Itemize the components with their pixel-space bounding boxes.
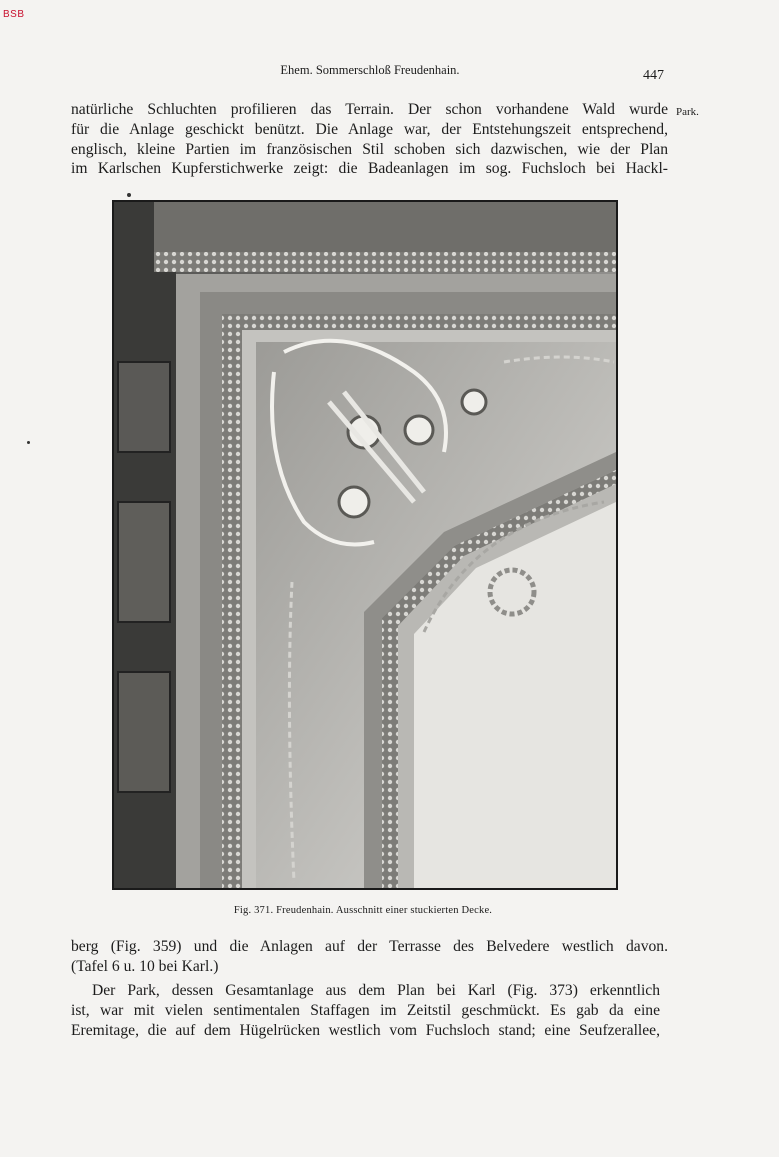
text-line: natürliche Schluchten profilieren das Terrain. Der schon vorhandene Wald wurde bbox=[71, 101, 668, 118]
stucco-ceiling-photo bbox=[112, 200, 618, 890]
text-line: Eremitage, die auf dem Hügelrücken westlich vom Fuchsloch stand; eine Seufzerallee, bbox=[71, 1021, 660, 1039]
speck bbox=[127, 193, 131, 197]
speck bbox=[27, 441, 30, 444]
library-stamp: BSB bbox=[3, 9, 25, 20]
paragraph-top bbox=[71, 100, 668, 179]
text-line: im Karlschen Kupferstichwerke zeigt: die Badeanlagen im sog. Fuchsloch bei Hackl- bbox=[71, 160, 668, 178]
margin-note: Park. bbox=[676, 106, 699, 118]
text-line: berg (Fig. 359) und die Anlagen auf der Terrasse des Belvedere westlich davon. bbox=[71, 938, 668, 955]
text-line: englisch, kleine Partien im französischen Stil schoben sich dazwischen, wie der Plan bbox=[71, 140, 668, 158]
ceiling-illustration bbox=[114, 202, 616, 888]
text-line: ist, war mit vielen sentimentalen Staffagen im Zeitstil geschmückt. Es gab da eine bbox=[71, 1001, 660, 1019]
text-line: Der Park, dessen Gesamtanlage aus dem Plan bei Karl (Fig. 373) erkenntlich bbox=[92, 982, 660, 999]
paragraph-after-figure bbox=[71, 937, 668, 977]
figure-caption: Fig. 371. Freudenhain. Ausschnitt einer stuckierten Decke. bbox=[233, 905, 493, 916]
text-line: (Tafel 6 u. 10 bei Karl.) bbox=[71, 957, 219, 975]
paragraph-park bbox=[71, 981, 660, 1040]
page-number: 447 bbox=[643, 68, 664, 83]
running-head: Ehem. Sommerschloß Freudenhain. bbox=[280, 63, 460, 77]
text-line: für die Anlage geschickt benützt. Die Anlage war, der Entstehungszeit entsprechend, bbox=[71, 120, 668, 138]
